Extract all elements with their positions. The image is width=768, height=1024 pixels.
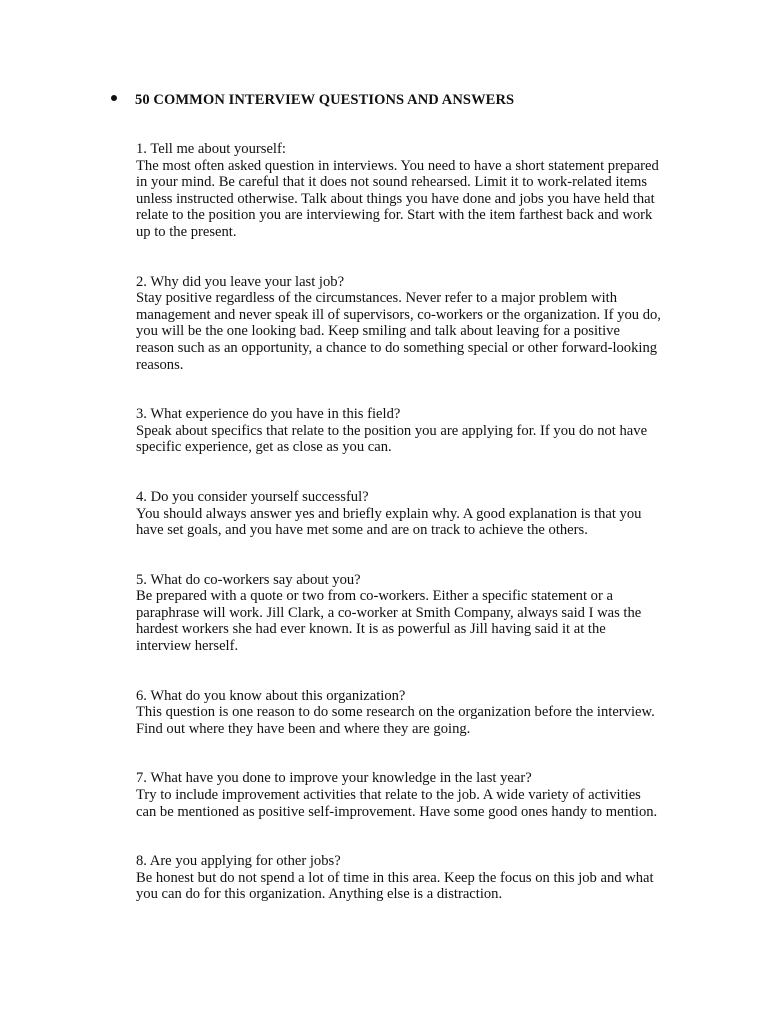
question-text: 4. Do you consider yourself successful?	[136, 488, 369, 505]
document-heading	[111, 92, 514, 109]
bullet-icon	[111, 95, 117, 101]
question-text: 8. Are you applying for other jobs?	[136, 853, 341, 870]
answer-text: Try to include improvement activities that relate to the job. A wide variety of activities can be mentioned as positive self-improvement. Have some good ones handy to mention.	[136, 787, 658, 820]
question-text: 3. What experience do you have in this field?	[136, 406, 401, 423]
qa-item-1	[136, 141, 661, 241]
question-text: 1. Tell me about yourself:	[136, 141, 286, 157]
qa-list	[136, 141, 661, 903]
question-text: 7. What have you done to improve your knowledge in the last year?	[136, 770, 532, 787]
question-text: 6. What do you know about this organization?	[136, 687, 406, 704]
answer-text: You should always answer yes and briefly explain why. A good explanation is that you have set goals, and you have met some and are on track to achieve the others.	[136, 505, 642, 539]
answer-text: Speak about specifics that relate to the position you are applying for. If you do not have specific experience, get as close as you can.	[136, 422, 648, 456]
document-title: 50 COMMON INTERVIEW QUESTIONS AND ANSWERS	[135, 92, 515, 108]
question-text: 2. Why did you leave your last job?	[136, 273, 345, 290]
qa-item-5	[136, 572, 661, 655]
qa-item-7	[136, 770, 661, 820]
answer-text: Be honest but do not spend a lot of time in this area. Keep the focus on this job and what you can do for this organization. Anything else is a distraction.	[136, 869, 654, 903]
qa-item-8	[136, 853, 661, 903]
qa-item-4	[136, 489, 661, 539]
qa-item-3	[136, 406, 661, 456]
answer-text: Be prepared with a quote or two from co-workers. Either a specific statement or a paraphrase will work. Jill Clark, a co-worker at Smith Company, always said I was the hardest workers she had ever known. It is as powerful as Jill having said it at the interview herself.	[136, 588, 642, 655]
qa-item-6	[136, 688, 661, 738]
answer-text: This question is one reason to do some research on the organization before the interview. Find out where they have been and where they are going.	[136, 704, 655, 737]
qa-item-2	[136, 274, 661, 374]
answer-text: Stay positive regardless of the circumstances. Never refer to a major problem with management and never speak ill of supervisors, co-workers or the organization. If you do, you will be the one looking bad. Keep smiling and talk about leaving for a positive reason such as an opportunity, a chance to do something special or other forward-looking reasons.	[136, 290, 661, 373]
question-text: 5. What do co-workers say about you?	[136, 571, 361, 588]
answer-text: The most often asked question in interviews. You need to have a short statement prepared in your mind. Be careful that it does not sound rehearsed. Limit it to work-related items unless instructed otherwise. Talk about things you have done and jobs you have held that relate to the position you are interviewing for. Start with the item farthest back and work up to the present.	[136, 157, 659, 240]
